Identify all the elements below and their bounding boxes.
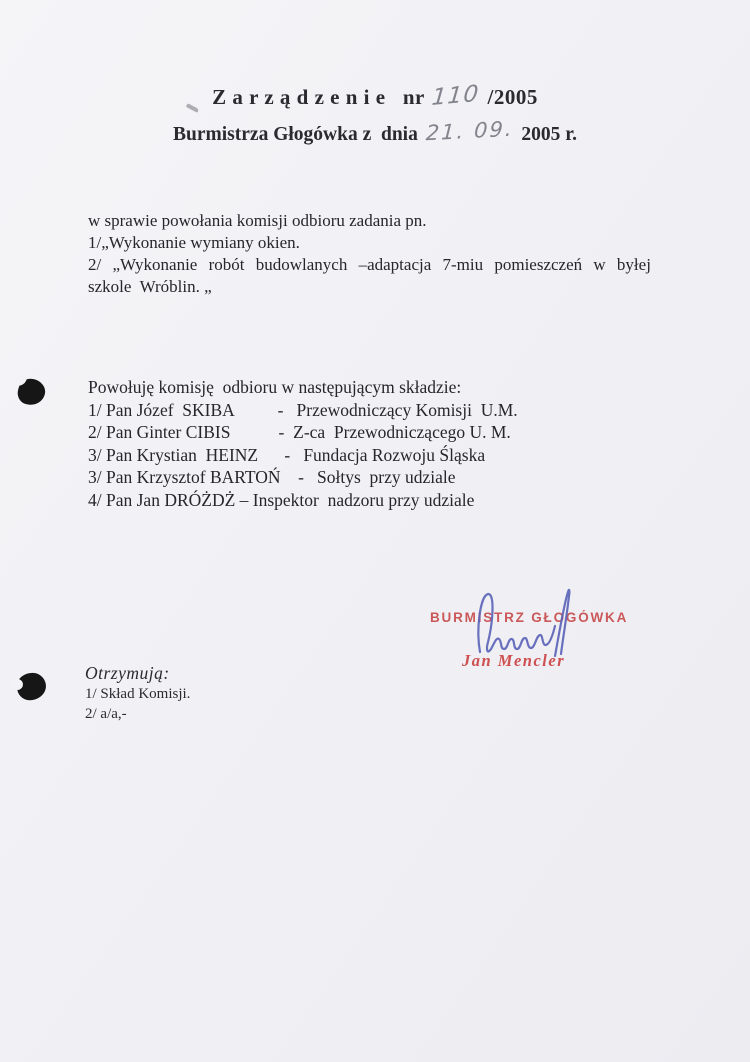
subject-line: 2/ „Wykonanie robót budowlanych –adaptacja 7-miu pomieszczeń w byłej <box>88 255 651 274</box>
recipients-section <box>85 663 190 724</box>
recipient-item: 1/ Skład Komisji. <box>85 686 191 702</box>
subtitle-printed-prefix: Burmistrza Głogówka z dnia <box>173 124 418 145</box>
committee-member-row: 1/ Pan Józef SKIBA - Przewodniczący Komisji U.M. <box>88 399 518 420</box>
committee-member-row: 4/ Pan Jan DRÓŻDŻ – Inspektor nadzoru przy udziale <box>88 489 475 510</box>
committee-member-row: 3/ Pan Krystian HEINZ - Fundacja Rozwoju Śląska <box>88 444 486 465</box>
mayor-office-stamp-text: BURMISTRZ GŁOGÓWKA <box>430 610 629 625</box>
handwritten-date: 21. 09. <box>425 116 515 146</box>
signer-name-stamp: Jan Mencler <box>462 651 566 670</box>
mayor-stamp-block <box>428 584 628 684</box>
page-subtitle <box>0 116 750 146</box>
recipients-heading: Otrzymują: <box>85 663 170 683</box>
committee-heading: Powołuję komisję odbioru w następującym składzie: <box>88 377 462 397</box>
subtitle-printed-suffix: 2005 r. <box>521 124 577 145</box>
subject-line: 1/„Wykonanie wymiany okien. <box>88 233 300 252</box>
title-printed-suffix: /2005 <box>487 85 538 109</box>
committee-member-row: 3/ Pan Krzysztof BARTOŃ - Sołtys przy udziale <box>88 467 456 487</box>
subject-line: w sprawie powołania komisji odbioru zadania pn. <box>88 211 427 230</box>
subject-paragraph <box>88 210 678 298</box>
committee-member-row: 2/ Pan Ginter CIBIS - Z-ca Przewodniczącego U. M. <box>88 422 511 442</box>
page-title <box>12 81 738 111</box>
subject-line: szkole Wróblin. „ <box>88 277 212 296</box>
title-printed-prefix: Z a r z ą d z e n i e nr <box>212 85 425 109</box>
recipient-item: 2/ a/a,- <box>85 706 127 722</box>
committee-list <box>88 376 518 511</box>
handwritten-order-number: 110 <box>430 81 481 111</box>
